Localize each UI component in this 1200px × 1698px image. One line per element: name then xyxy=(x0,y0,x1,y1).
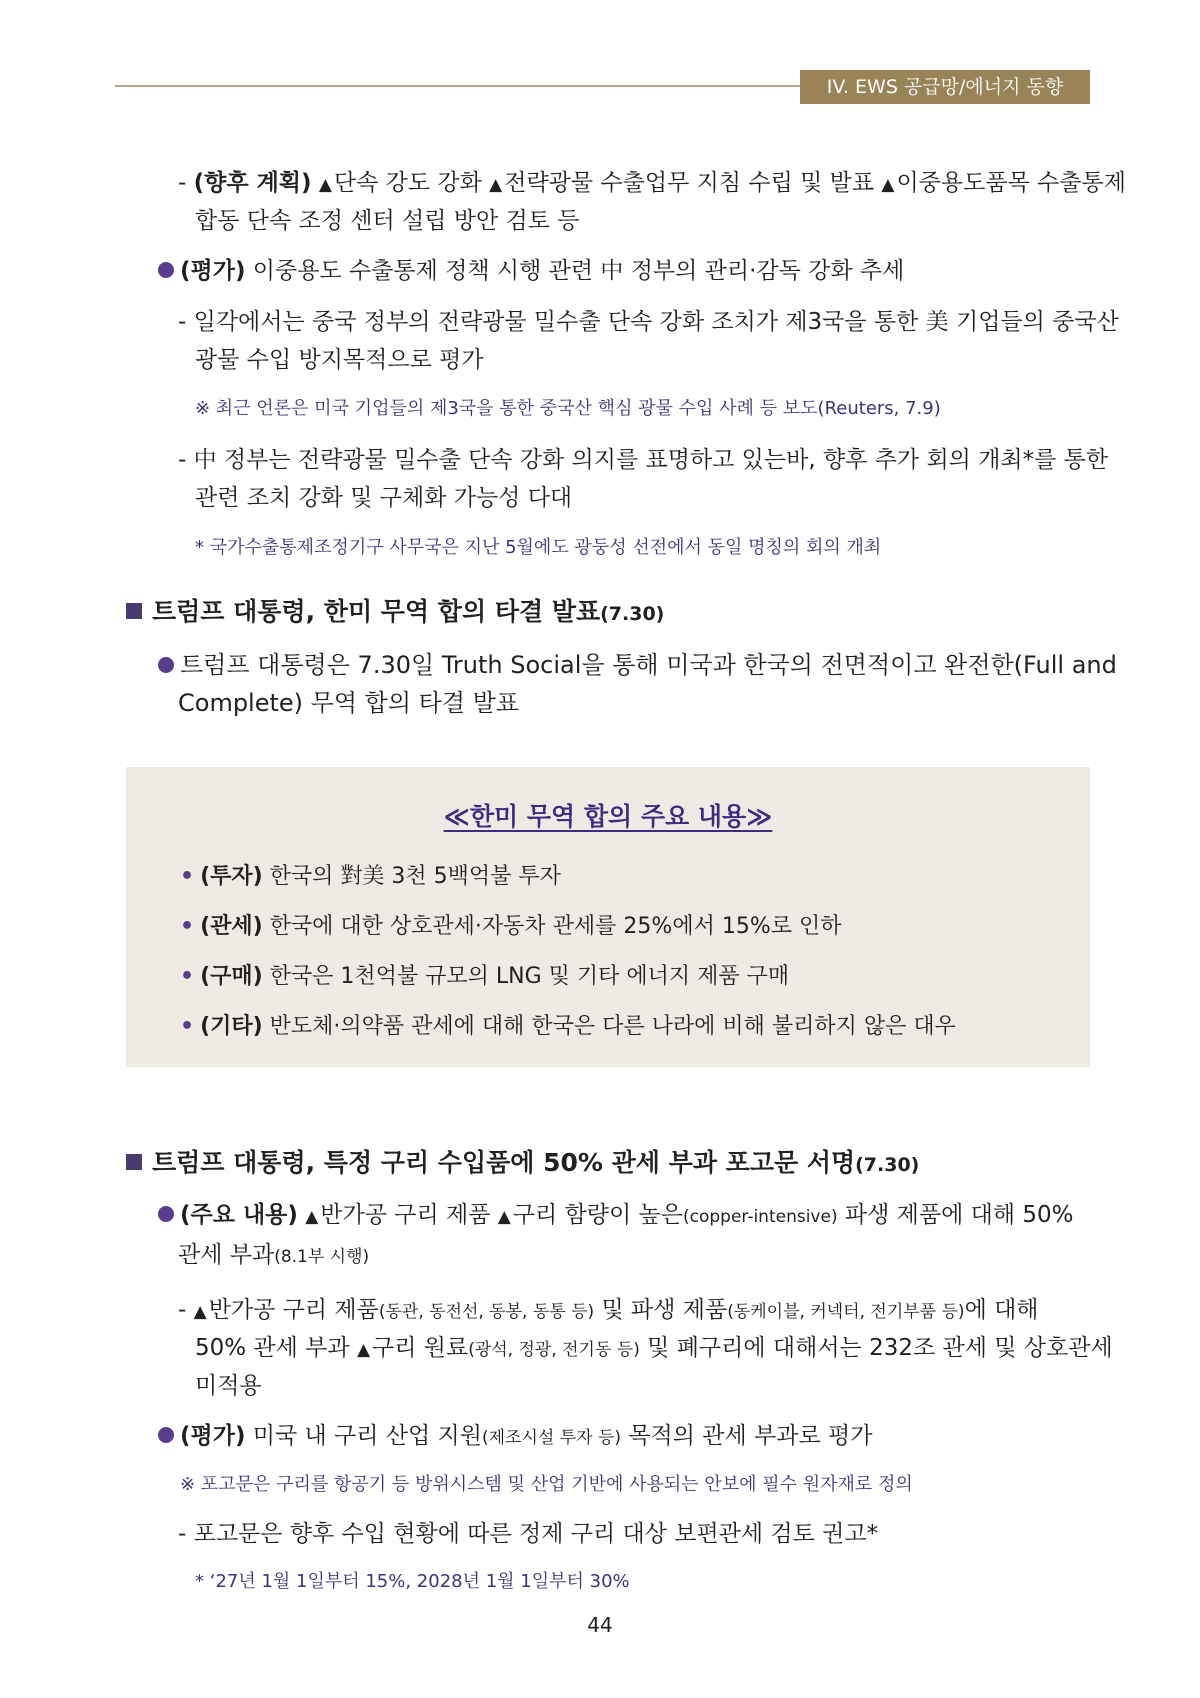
paren-note: (광석, 정광, 전기동 등) xyxy=(468,1340,640,1360)
paren-note: (8.1부 시행) xyxy=(274,1247,370,1267)
heading-text: 트럼프 대통령, 특정 구리 수입품에 50% 관세 부과 포고문 서명 xyxy=(152,1148,856,1177)
triangle-icon: ▲ xyxy=(305,1207,319,1227)
box-item-tag: (투자) xyxy=(200,864,263,889)
reference-note: ※ 포고문은 구리를 항공기 등 방위시스템 및 산업 기반에 사용되는 안보에 필수 원자재로 정의 xyxy=(180,1474,913,1495)
heading-date: (7.30) xyxy=(600,603,665,625)
copper-main-bullet xyxy=(158,1200,1074,1232)
dot-icon: • xyxy=(180,964,195,989)
box-item xyxy=(180,1009,956,1040)
box-item-tag: (구매) xyxy=(200,964,263,989)
copper-dash-item: - 포고문은 향후 수입 현황에 따른 정제 구리 대상 보편관세 검토 권고* xyxy=(178,1521,879,1547)
box-item-text: 한국에 대한 상호관세·자동차 관세를 25%에서 15%로 인하 xyxy=(262,914,842,939)
plan-item: 전략광물 수출업무 지침 수립 및 발표 xyxy=(504,170,875,196)
trade-text-cont: Complete) 무역 합의 타결 발표 xyxy=(178,689,520,717)
paren-note: (동케이블, 커넥터, 전기부품 등) xyxy=(727,1302,965,1322)
trade-text: 트럼프 대통령은 7.30일 Truth Social을 통해 미국과 한국의 전면적이고 완전한(Full and xyxy=(180,651,1117,679)
triangle-icon: ▲ xyxy=(193,1302,207,1322)
plan-item: 이중용도품목 수출통제 xyxy=(896,170,1126,196)
evaluation-tag: (평가) xyxy=(180,258,246,284)
footnote: * ‘27년 1월 1일부터 15%, 2028년 1월 1일부터 30% xyxy=(195,1571,630,1592)
box-item-text: 반도체·의약품 관세에 대해 한국은 다른 나라에 비해 불리하지 않은 대우 xyxy=(262,1014,956,1039)
plan-tag: (향후 계획) xyxy=(193,170,312,196)
box-item-text: 한국의 對美 3천 5백억불 투자 xyxy=(262,864,561,889)
copper-eval-bullet xyxy=(158,1421,872,1453)
reference-note: ※ 최근 언론은 미국 기업들의 제3국을 통한 중국산 핵심 광물 수입 사례 등 보도(Reuters, 7.9) xyxy=(195,398,941,419)
box-title: ≪한미 무역 합의 주요 내용≫ xyxy=(443,802,773,831)
dot-icon: • xyxy=(180,864,195,889)
section-tab: IV. EWS 공급망/에너지 동향 xyxy=(800,70,1090,104)
dash-text: 및 폐구리에 대해서는 232조 관세 및 상호관세 xyxy=(639,1335,1113,1361)
bullet-icon xyxy=(158,1427,174,1443)
dash-item-cont: 광물 수입 방지목적으로 평가 xyxy=(195,347,484,373)
page-number: 44 xyxy=(587,1613,613,1637)
copper-main-cont xyxy=(178,1240,369,1272)
triangle-icon: ▲ xyxy=(497,1207,511,1227)
box-item xyxy=(180,959,789,990)
bullet-icon xyxy=(158,1206,174,1222)
main-item: 반가공 구리 제품 xyxy=(320,1202,491,1228)
dash: - xyxy=(178,1297,194,1323)
paren-note: (제조시설 투자 등) xyxy=(482,1428,622,1448)
main-item-rest: 파생 제품에 대해 50% xyxy=(837,1202,1074,1228)
main-tag: (주요 내용) xyxy=(180,1202,298,1228)
paren-note: (동관, 동전선, 동봉, 동통 등) xyxy=(378,1302,595,1322)
box-item xyxy=(180,909,841,940)
plan-line xyxy=(178,168,1126,200)
plan-line-cont: 합동 단속 조정 센터 설립 방안 검토 등 xyxy=(195,208,580,234)
dash-item: - 中 정부는 전략광물 밀수출 단속 강화 의지를 표명하고 있는바, 향후 추가 회의 개최*를 통한 xyxy=(178,447,1109,473)
square-bullet-icon xyxy=(126,603,142,619)
dash-item-cont: 관련 조치 강화 및 구체화 가능성 다대 xyxy=(195,485,573,511)
triangle-icon: ▲ xyxy=(356,1340,371,1360)
dash-text: 구리 원료 xyxy=(372,1335,469,1361)
dot-icon: • xyxy=(180,914,195,939)
plan-item: 단속 강도 강화 xyxy=(333,170,482,196)
main-item: 구리 함량이 높은 xyxy=(512,1202,683,1228)
main-cont-text: 관세 부과 xyxy=(178,1242,275,1268)
triangle-icon: ▲ xyxy=(489,175,503,195)
bullet-icon xyxy=(158,262,174,278)
copper-dash-cont xyxy=(195,1333,1113,1365)
heading-date: (7.30) xyxy=(855,1154,920,1176)
evaluation-text: 이중용도 수출통제 정책 시행 관련 中 정부의 관리·감독 강화 추세 xyxy=(245,258,905,284)
dash: - xyxy=(178,170,194,196)
triangle-icon: ▲ xyxy=(881,175,895,195)
section-heading-trade xyxy=(126,597,664,629)
box-item-tag: (관세) xyxy=(200,914,263,939)
dash-text: 및 파생 제품 xyxy=(594,1297,728,1323)
dash-text: 50% 관세 부과 xyxy=(195,1335,350,1361)
copper-dash-item xyxy=(178,1295,1039,1327)
evaluation-bullet xyxy=(158,256,904,286)
dash-text: 반가공 구리 제품 xyxy=(208,1297,379,1323)
box-item-text: 한국은 1천억불 규모의 LNG 및 기타 에너지 제품 구매 xyxy=(262,964,790,989)
box-item-tag: (기타) xyxy=(200,1014,263,1039)
paren-note: (copper-intensive) xyxy=(683,1207,838,1227)
section-heading-copper xyxy=(126,1148,919,1180)
copper-dash-cont: 미적용 xyxy=(195,1373,262,1399)
eval-tag: (평가) xyxy=(180,1423,246,1449)
square-bullet-icon xyxy=(126,1154,142,1170)
bullet-icon xyxy=(158,657,174,673)
footnote: * 국가수출통제조정기구 사무국은 지난 5월에도 광둥성 선전에서 동일 명칭의 회의 개최 xyxy=(195,537,882,558)
heading-text: 트럼프 대통령, 한미 무역 합의 타결 발표 xyxy=(152,597,601,626)
summary-box xyxy=(126,767,1090,1067)
dash-text: 에 대해 xyxy=(964,1297,1039,1323)
dash-item: - 일각에서는 중국 정부의 전략광물 밀수출 단속 강화 조치가 제3국을 통한 美 기업들의 중국산 xyxy=(178,309,1119,335)
dot-icon: • xyxy=(180,1014,195,1039)
eval-text-rest: 목적의 관세 부과로 평가 xyxy=(621,1423,873,1449)
box-item xyxy=(180,859,561,890)
triangle-icon: ▲ xyxy=(318,175,332,195)
trade-bullet xyxy=(158,650,1117,680)
eval-text: 미국 내 구리 산업 지원 xyxy=(245,1423,482,1449)
